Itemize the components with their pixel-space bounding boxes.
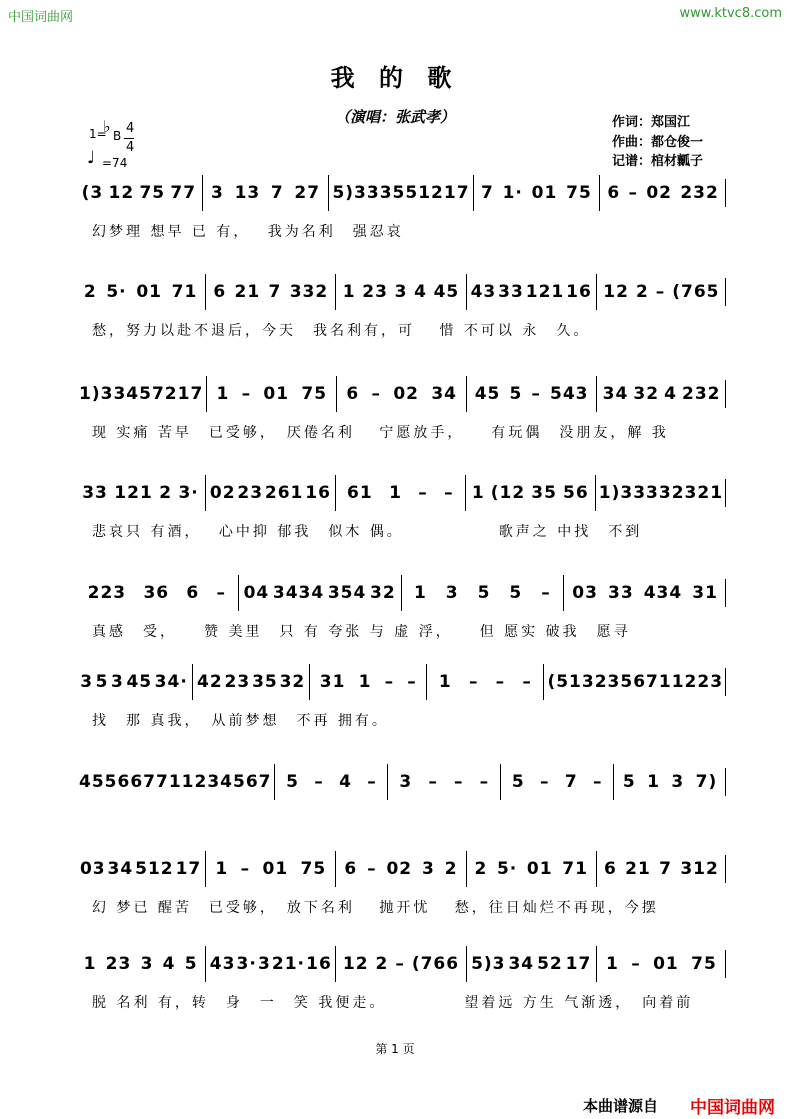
- note-group: 5: [286, 772, 299, 792]
- measure: [599, 175, 726, 211]
- note-group: 36: [143, 583, 170, 603]
- measure: [76, 946, 205, 982]
- note-group: 02: [646, 183, 673, 203]
- note-group: 5)3: [471, 954, 506, 974]
- notes-row: [76, 475, 726, 511]
- note-group: 31: [692, 583, 718, 603]
- lyric-line: 真感 受， 赞 美里 只 有 夸张 与 虚 浮， 但 愿实 破我 愿寻: [92, 624, 631, 640]
- measure: [76, 274, 205, 310]
- key-note: B: [113, 129, 122, 143]
- note-group: 43: [470, 282, 497, 302]
- note-group: 23: [237, 483, 264, 503]
- note-group: 223: [87, 583, 127, 603]
- measure: [335, 475, 465, 511]
- note-group: 21: [697, 483, 724, 503]
- note-group: 33: [633, 483, 659, 503]
- measure: [202, 175, 329, 211]
- note-group: 45: [474, 384, 501, 404]
- note-group: (12: [490, 483, 526, 503]
- key-prefix: 1=: [89, 127, 107, 141]
- note-group: 12: [342, 954, 369, 974]
- note-group: 434: [643, 583, 683, 603]
- note-group: 16: [306, 954, 332, 974]
- note-group: 3: [211, 183, 224, 203]
- lyric-line: 找 那 真我， 从前梦想 不再 拥有。: [92, 713, 389, 729]
- note-group: 121: [114, 483, 153, 503]
- note-group: 5: [477, 583, 491, 603]
- note-group: 35: [531, 483, 557, 503]
- barline: [725, 479, 726, 507]
- note-group: –: [314, 772, 324, 792]
- note-group: 01: [262, 859, 289, 879]
- barline: [725, 278, 726, 306]
- note-group: 5·: [106, 282, 127, 302]
- barline: [725, 950, 726, 978]
- notes-row: [76, 851, 726, 887]
- note-group: 4: [664, 384, 677, 404]
- note-group: –: [631, 954, 641, 974]
- measure: [335, 274, 465, 310]
- watermark-left: 中国词曲网: [8, 10, 74, 25]
- note-group: –: [628, 183, 639, 203]
- note-group: 43: [209, 954, 236, 974]
- note-group: 2: [159, 483, 173, 503]
- note-group: 567: [232, 772, 272, 792]
- note-group: 1)3: [598, 483, 634, 503]
- note-group: 23: [105, 954, 132, 974]
- note-group: 2: [444, 859, 458, 879]
- note-group: 1)3: [79, 384, 114, 404]
- note-group: 3: [80, 672, 94, 692]
- measure: [309, 664, 426, 700]
- note-group: 21: [234, 282, 261, 302]
- note-group: 332: [289, 282, 329, 302]
- note-group: 3: [671, 772, 685, 792]
- barline: [725, 668, 726, 696]
- measure: [335, 851, 465, 887]
- measure: [563, 575, 726, 611]
- measure: [500, 764, 613, 800]
- note-group: –: [495, 672, 506, 692]
- note-group: 1: [606, 954, 619, 974]
- note-group: 75: [691, 954, 717, 974]
- note-group: 354: [327, 583, 367, 603]
- score-system: [76, 471, 726, 551]
- measure: [76, 575, 238, 611]
- note-group: 3: [422, 859, 435, 879]
- note-group: (51: [547, 672, 582, 692]
- measure: [466, 851, 596, 887]
- note-group: 5·: [496, 859, 518, 879]
- measure: [206, 376, 336, 412]
- note-group: 4: [162, 954, 176, 974]
- measure: [205, 274, 335, 310]
- measure: [473, 175, 600, 211]
- note-group: –: [655, 282, 666, 302]
- measure: [205, 475, 335, 511]
- note-group: 17: [177, 384, 204, 404]
- note-group: –: [592, 772, 603, 792]
- note-group: 02: [386, 859, 413, 879]
- note-group: 34·: [154, 672, 188, 692]
- measure: [336, 376, 466, 412]
- note-group: 7: [659, 859, 672, 879]
- note-group: 7): [695, 772, 718, 792]
- footer-source-label: 本曲谱源自: [583, 1097, 659, 1115]
- note-group: 7: [270, 183, 284, 203]
- time-signature-bottom: 4: [126, 140, 135, 155]
- note-group: 1·: [502, 183, 523, 203]
- note-group: 16: [305, 483, 331, 503]
- measure: [466, 274, 596, 310]
- measure: [401, 575, 564, 611]
- time-signature-rule: [124, 138, 134, 139]
- measure: [205, 851, 335, 887]
- measure: [543, 664, 726, 700]
- score-system: [76, 760, 726, 840]
- lyric-line: 幻梦理 想早 已 有， 我为名利 强忍哀: [92, 224, 404, 240]
- note-group: –: [371, 384, 382, 404]
- credit-composer: 作曲：都仓俊一: [612, 135, 704, 150]
- note-group: –: [216, 583, 227, 603]
- note-group: 4556: [79, 772, 131, 792]
- note-group: 7: [268, 282, 282, 302]
- credit-lyricist: 作词：郑国江: [612, 115, 691, 130]
- lyric-line: 悲哀只 有酒， 心中抑 郁我 似木 偶。 歌声之 中找 不到: [92, 524, 643, 540]
- score-system: [76, 847, 726, 927]
- note-group: 2: [83, 282, 97, 302]
- note-group: –: [428, 772, 438, 792]
- score-system: [76, 171, 726, 251]
- note-group: 17: [443, 183, 470, 203]
- note-group: 572: [139, 384, 178, 404]
- note-group: 1: [83, 954, 97, 974]
- note-group: 23: [224, 672, 251, 692]
- measure: [76, 475, 205, 511]
- lyric-line: 幻 梦已 醒苦 已受够， 放下名利 抛开忧 愁，往日灿烂不再现，今摆: [92, 900, 659, 916]
- note-group: –: [240, 859, 251, 879]
- score-system: [76, 372, 726, 452]
- measure: [596, 851, 726, 887]
- note-group: 232: [682, 384, 721, 404]
- note-group: 12: [108, 183, 135, 203]
- notes-row: [76, 175, 726, 211]
- note-group: 56: [563, 483, 589, 503]
- measure: [76, 664, 192, 700]
- note-group: 33: [82, 483, 108, 503]
- note-group: 3: [399, 772, 413, 792]
- note-group: 323: [658, 483, 698, 503]
- note-group: 01: [653, 954, 679, 974]
- note-group: 75: [301, 384, 328, 404]
- note-group: –: [531, 384, 541, 404]
- note-group: –: [541, 583, 551, 603]
- measure: [328, 175, 472, 211]
- note-group: 1: [389, 483, 402, 503]
- note-group: 32: [633, 384, 660, 404]
- note-group: 42: [197, 672, 223, 692]
- note-group: 03: [79, 859, 106, 879]
- note-group: 5671: [620, 672, 672, 692]
- note-group: 5: [184, 954, 198, 974]
- lyric-line: 现 实痛 苦早 已受够， 厌倦名利 宁愿放手， 有玩偶 没朋友，解 我: [92, 425, 669, 441]
- note-group: –: [479, 772, 490, 792]
- note-group: 2: [375, 954, 389, 974]
- measure: [76, 764, 274, 800]
- barline: [725, 768, 726, 796]
- note-group: 02: [393, 384, 420, 404]
- note-group: 3: [445, 583, 459, 603]
- measure: [274, 764, 387, 800]
- note-group: 31: [319, 672, 346, 692]
- footer-site-name: 中国词曲网: [690, 1098, 775, 1118]
- note-group: 512: [135, 859, 174, 879]
- measure: [465, 475, 595, 511]
- note-group: 34: [602, 384, 629, 404]
- measure: [595, 475, 726, 511]
- measure: [205, 946, 335, 982]
- note-group: (3: [81, 183, 104, 203]
- note-group: 71: [562, 859, 588, 879]
- note-group: 27: [294, 183, 321, 203]
- note-group: 12: [603, 282, 629, 302]
- measure: [76, 175, 202, 211]
- note-group: 3: [111, 672, 124, 692]
- note-group: (766: [411, 954, 460, 974]
- note-group: 1: [647, 772, 660, 792]
- measure: [613, 764, 726, 800]
- note-group: 01: [531, 183, 558, 203]
- note-group: 5)3: [332, 183, 367, 203]
- note-group: 6: [186, 583, 200, 603]
- note-group: 13: [234, 183, 261, 203]
- note-group: –: [395, 954, 405, 974]
- note-group: 1223: [671, 672, 724, 692]
- measure: [466, 376, 596, 412]
- note-group: 6: [346, 384, 360, 404]
- page-number: 第 1 页: [375, 1042, 415, 1056]
- note-group: 21·: [271, 954, 306, 974]
- barline: [725, 855, 726, 883]
- measure: [596, 274, 726, 310]
- note-group: 04: [243, 583, 270, 603]
- note-group: 32: [369, 583, 396, 603]
- notes-row: [76, 664, 726, 700]
- note-group: 3: [140, 954, 154, 974]
- note-group: 121: [525, 282, 565, 302]
- measure: [238, 575, 401, 611]
- note-group: 6: [607, 183, 621, 203]
- note-group: 23: [362, 282, 388, 302]
- note-group: 6: [603, 859, 617, 879]
- measure: [466, 946, 596, 982]
- note-group: –: [407, 672, 417, 692]
- note-group: 5: [95, 672, 109, 692]
- note-group: 45: [126, 672, 153, 692]
- note-group: 34: [431, 384, 457, 404]
- note-group: 17: [175, 859, 202, 879]
- note-group: 3·: [236, 954, 257, 974]
- note-group: 3: [257, 954, 271, 974]
- note-group: –: [468, 672, 479, 692]
- note-group: 2: [635, 282, 649, 302]
- note-group: 71: [171, 282, 198, 302]
- note-group: –: [444, 483, 454, 503]
- note-group: 7: [564, 772, 578, 792]
- measure: [426, 664, 543, 700]
- note-group: 02: [209, 483, 236, 503]
- measure: [192, 664, 309, 700]
- note-group: 7: [480, 183, 494, 203]
- note-group: 01: [136, 282, 162, 302]
- note-group: –: [367, 772, 377, 792]
- notes-row: [76, 274, 726, 310]
- note-group: 512: [405, 183, 444, 203]
- note-group: 5: [622, 772, 636, 792]
- note-group: 1: [358, 672, 372, 692]
- lyric-line: 脱 名利 有，转 身 一 笑 我便走。 望着远 方生 气渐透， 向着前: [92, 995, 694, 1011]
- note-group: –: [540, 772, 550, 792]
- note-group: 2: [474, 859, 488, 879]
- watermark-right: www.ktvc8.com: [679, 6, 782, 21]
- note-group: 32: [279, 672, 306, 692]
- measure: [76, 851, 205, 887]
- measure: [76, 376, 206, 412]
- measure: [335, 946, 465, 982]
- note-group: 34: [107, 859, 134, 879]
- note-group: 75: [300, 859, 327, 879]
- note-group: 3·: [178, 483, 199, 503]
- note-group: –: [454, 772, 464, 792]
- measure: [387, 764, 500, 800]
- note-group: 34: [508, 954, 535, 974]
- note-group: 34: [113, 384, 140, 404]
- note-group: 03: [572, 583, 598, 603]
- notes-row: [76, 946, 726, 982]
- note-group: 16: [566, 282, 592, 302]
- barline: [725, 179, 726, 207]
- performer-line: （演唱：张武孝）: [334, 108, 455, 126]
- note-group: 35: [252, 672, 278, 692]
- note-group: 52: [537, 954, 563, 974]
- note-group: 1: [342, 282, 356, 302]
- measure: [596, 946, 726, 982]
- note-group: 33: [498, 282, 524, 302]
- time-signature-top: 4: [126, 121, 135, 136]
- notes-row: [76, 376, 726, 412]
- note-group: 45: [433, 282, 460, 302]
- note-group: 33: [607, 583, 634, 603]
- note-group: 21: [625, 859, 651, 879]
- lyric-line: 愁，努力以赴不退后，今天 我名利有，可 惜 不可以 永 久。: [92, 323, 591, 339]
- note-group: 1: [471, 483, 485, 503]
- note-group: 3: [394, 282, 408, 302]
- note-group: 1: [215, 859, 229, 879]
- note-group: 1234: [181, 772, 233, 792]
- note-group: 232: [680, 183, 719, 203]
- note-group: 6: [344, 859, 358, 879]
- flat-icon: ♭: [103, 117, 111, 136]
- score-system: [76, 270, 726, 350]
- note-group: 335: [366, 183, 406, 203]
- note-group: –: [522, 672, 532, 692]
- note-group: 1: [438, 672, 452, 692]
- note-group: 1: [216, 384, 230, 404]
- note-group: 6771: [130, 772, 182, 792]
- score-system: [76, 660, 726, 740]
- quarter-note-icon: ♩: [87, 148, 96, 168]
- note-group: 75: [139, 183, 166, 203]
- note-group: 543: [550, 384, 589, 404]
- credit-transcriber: 记谱：棺材瓤子: [612, 154, 704, 169]
- notes-row: [76, 575, 726, 611]
- note-group: 1: [413, 583, 427, 603]
- measure: [596, 376, 726, 412]
- note-group: 312: [680, 859, 719, 879]
- score-system: [76, 942, 726, 1022]
- note-group: 77: [170, 183, 197, 203]
- note-group: 01: [263, 384, 290, 404]
- note-group: 3434: [272, 583, 325, 603]
- note-group: 5: [509, 384, 523, 404]
- barline: [725, 380, 726, 408]
- note-group: 61: [347, 483, 373, 503]
- notes-row: [76, 764, 726, 800]
- note-group: 261: [264, 483, 304, 503]
- tempo-value: =74: [102, 156, 128, 170]
- note-group: 6: [213, 282, 227, 302]
- song-title: 我 的 歌: [330, 64, 460, 92]
- note-group: 01: [526, 859, 553, 879]
- note-group: 323: [581, 672, 621, 692]
- note-group: 5: [509, 583, 523, 603]
- barline: [725, 579, 726, 607]
- note-group: –: [418, 483, 428, 503]
- score-system: [76, 571, 726, 651]
- note-group: 4: [414, 282, 427, 302]
- note-group: –: [384, 672, 395, 692]
- note-group: 75: [566, 183, 592, 203]
- note-group: 5: [511, 772, 525, 792]
- note-group: –: [367, 859, 377, 879]
- note-group: 4: [339, 772, 352, 792]
- note-group: 17: [565, 954, 592, 974]
- note-group: –: [241, 384, 252, 404]
- note-group: (765: [672, 282, 720, 302]
